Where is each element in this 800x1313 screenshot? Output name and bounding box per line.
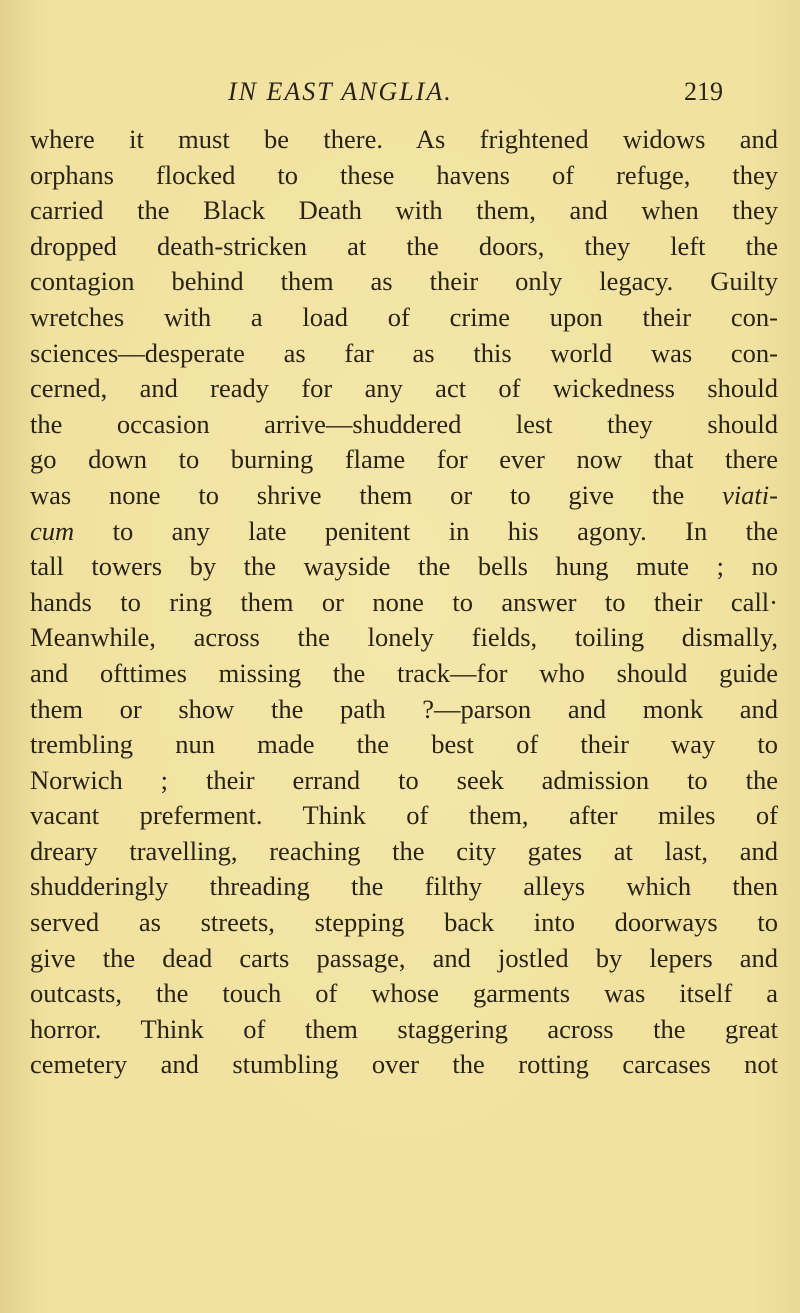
- text-line-22: shudderingly threading the filthy alleys which then: [30, 871, 778, 902]
- page-number: 219: [684, 77, 723, 106]
- text-line-6: wretches with a load of crime upon their con-: [30, 301, 778, 332]
- text-line-10: go down to burning flame for ever now that there: [30, 444, 778, 475]
- text-line-20: vacant preferment. Think of them, after miles of: [30, 800, 778, 831]
- text-line-17: them or show the path ?—parson and monk and: [30, 693, 778, 724]
- text-line-12: [30, 514, 778, 550]
- text-line-11-roman: was none to shrive them or to give the: [30, 479, 685, 510]
- text-line-8: cerned, and ready for any act of wickedness should: [30, 373, 778, 404]
- text-line-11: [30, 478, 778, 514]
- text-line-26: horror. Think of them staggering across the great: [30, 1013, 778, 1044]
- running-head: IN EAST ANGLIA.: [228, 77, 453, 106]
- text-line-19: Norwich ; their errand to seek admission to the: [30, 764, 778, 795]
- text-line-3: carried the Black Death with them, and when they: [30, 195, 778, 226]
- text-line-25: outcasts, the touch of whose garments was itself a: [30, 978, 778, 1009]
- text-line-12-roman: to any late penitent in his agony. In the: [112, 515, 778, 546]
- text-line-24: give the dead carts passage, and jostled by lepers and: [30, 942, 778, 973]
- text-line-15: Meanwhile, across the lonely fields, toiling dismally,: [30, 622, 778, 653]
- italic-word-cum: cum: [30, 515, 75, 546]
- text-line-14: hands to ring them or none to answer to their call·: [30, 586, 778, 617]
- text-line-27: cemetery and stumbling over the rotting carcases not: [30, 1049, 778, 1080]
- text-line-4: dropped death-stricken at the doors, they left the: [30, 230, 778, 261]
- text-line-23: served as streets, stepping back into doorways to: [30, 907, 778, 938]
- text-line-5: contagion behind them as their only legacy. Guilty: [30, 266, 778, 297]
- italic-word-viati: viati-: [722, 479, 778, 510]
- body-text: [30, 122, 778, 1083]
- text-line-2: orphans flocked to these havens of refuge, they: [30, 159, 778, 190]
- text-line-18: trembling nun made the best of their way to: [30, 729, 778, 760]
- page-header: [0, 72, 800, 112]
- text-line-21: dreary travelling, reaching the city gates at last, and: [30, 835, 778, 866]
- text-line-1: where it must be there. As frightened widows and: [30, 124, 778, 154]
- text-line-9: the occasion arrive—shuddered lest they should: [30, 408, 778, 439]
- text-line-7: sciences—desperate as far as this world was con-: [30, 337, 778, 368]
- text-line-16: and ofttimes missing the track—for who should guide: [30, 657, 778, 688]
- text-line-13: tall towers by the wayside the bells hung mute ; no: [30, 551, 778, 582]
